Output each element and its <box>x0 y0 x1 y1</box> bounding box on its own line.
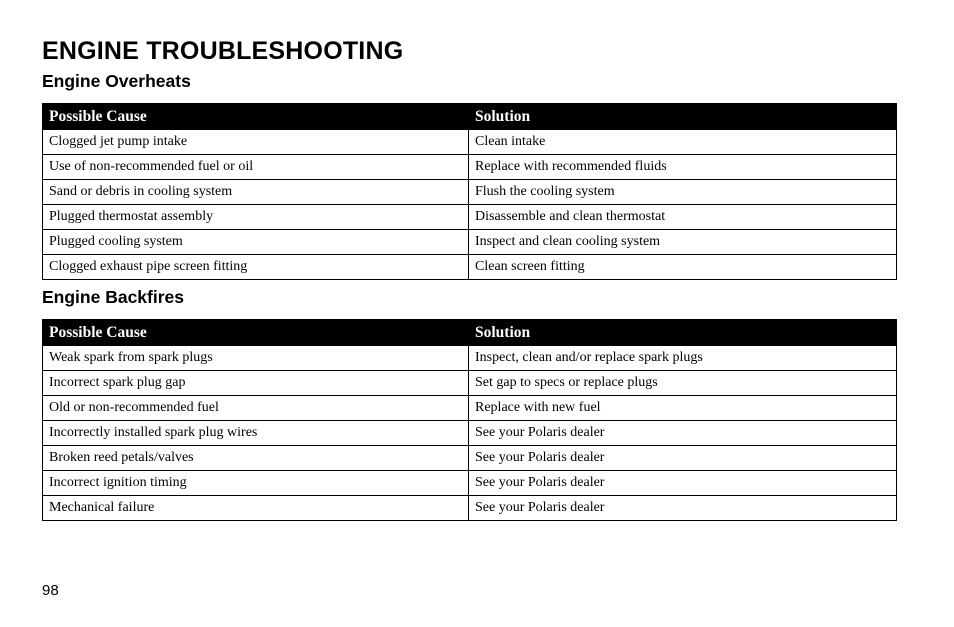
cause-cell: Use of non-recommended fuel or oil <box>43 155 469 180</box>
section-title-engine-backfires: Engine Backfires <box>42 287 184 307</box>
solution-cell: Clean screen fitting <box>469 255 897 280</box>
cause-cell: Sand or debris in cooling system <box>43 180 469 205</box>
table-row <box>43 255 897 280</box>
solution-cell: See your Polaris dealer <box>469 471 897 496</box>
solution-cell: Replace with recommended fluids <box>469 155 897 180</box>
table-row <box>43 471 897 496</box>
cause-cell: Incorrect ignition timing <box>43 471 469 496</box>
column-header-possible-cause: Possible Cause <box>43 320 469 346</box>
cause-cell: Old or non-recommended fuel <box>43 396 469 421</box>
cause-cell: Incorrectly installed spark plug wires <box>43 421 469 446</box>
engine-backfires-table <box>42 319 897 521</box>
table-row <box>43 346 897 371</box>
table-row <box>43 130 897 155</box>
table-row <box>43 180 897 205</box>
cause-cell: Broken reed petals/valves <box>43 446 469 471</box>
solution-cell: Flush the cooling system <box>469 180 897 205</box>
solution-cell: See your Polaris dealer <box>469 496 897 521</box>
cause-cell: Plugged thermostat assembly <box>43 205 469 230</box>
solution-cell: Replace with new fuel <box>469 396 897 421</box>
table-row <box>43 421 897 446</box>
cause-cell: Clogged exhaust pipe screen fitting <box>43 255 469 280</box>
page-title: ENGINE TROUBLESHOOTING <box>42 37 404 65</box>
table-row <box>43 230 897 255</box>
cause-cell: Incorrect spark plug gap <box>43 371 469 396</box>
section-title-engine-overheats: Engine Overheats <box>42 71 191 91</box>
table-row <box>43 446 897 471</box>
table-row <box>43 496 897 521</box>
cause-cell: Plugged cooling system <box>43 230 469 255</box>
column-header-solution: Solution <box>469 104 897 130</box>
cause-cell: Clogged jet pump intake <box>43 130 469 155</box>
solution-cell: Inspect, clean and/or replace spark plugs <box>469 346 897 371</box>
table-row <box>43 371 897 396</box>
table-row <box>43 205 897 230</box>
engine-overheats-table <box>42 103 897 280</box>
cause-cell: Weak spark from spark plugs <box>43 346 469 371</box>
page-number: 98 <box>42 582 59 599</box>
solution-cell: Set gap to specs or replace plugs <box>469 371 897 396</box>
cause-cell: Mechanical failure <box>43 496 469 521</box>
column-header-possible-cause: Possible Cause <box>43 104 469 130</box>
solution-cell: Inspect and clean cooling system <box>469 230 897 255</box>
table-header-row <box>43 104 897 130</box>
column-header-solution: Solution <box>469 320 897 346</box>
solution-cell: See your Polaris dealer <box>469 446 897 471</box>
table-header-row <box>43 320 897 346</box>
table-row <box>43 155 897 180</box>
solution-cell: See your Polaris dealer <box>469 421 897 446</box>
table-row <box>43 396 897 421</box>
solution-cell: Clean intake <box>469 130 897 155</box>
solution-cell: Disassemble and clean thermostat <box>469 205 897 230</box>
